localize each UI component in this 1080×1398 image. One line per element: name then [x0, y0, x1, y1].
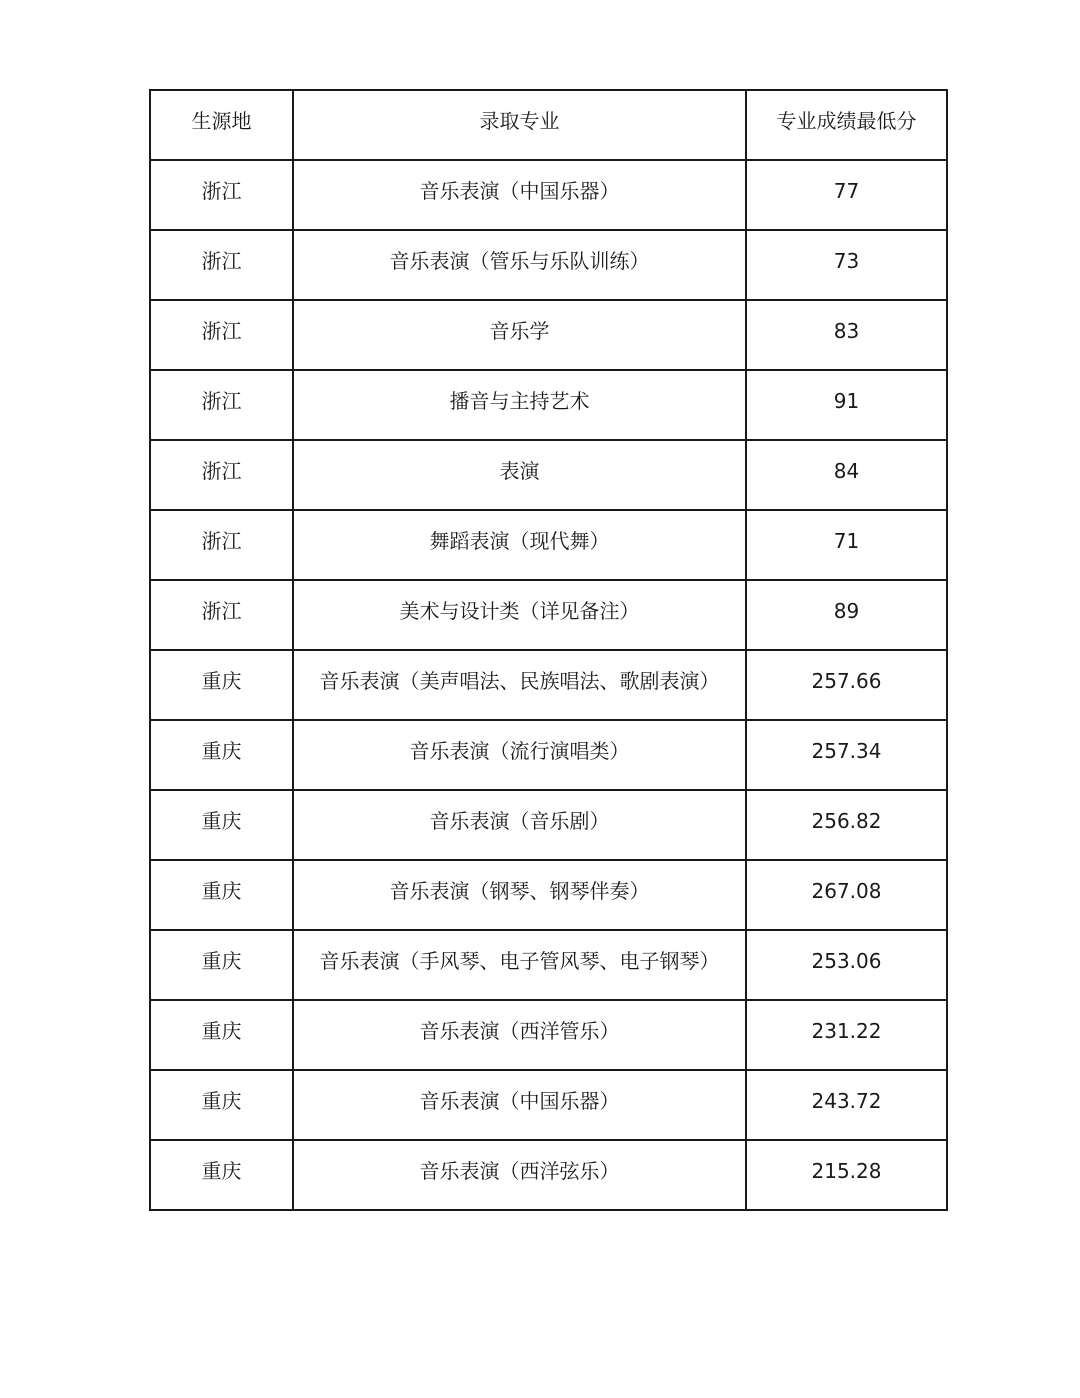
table-row: [150, 1000, 947, 1070]
table-row: [150, 510, 947, 580]
cell-origin: 重庆: [150, 1000, 293, 1070]
cell-major: 音乐表演（西洋管乐）: [293, 1000, 746, 1070]
table-row: [150, 300, 947, 370]
cell-origin: 重庆: [150, 720, 293, 790]
cell-major: 音乐表演（中国乐器）: [293, 160, 746, 230]
header-min-score: 专业成绩最低分: [746, 90, 947, 160]
cell-min-score: 257.66: [746, 650, 947, 720]
cell-min-score: 91: [746, 370, 947, 440]
cell-major: 美术与设计类（详见备注）: [293, 580, 746, 650]
table-row: [150, 440, 947, 510]
cell-origin: 重庆: [150, 1140, 293, 1210]
cell-major: 音乐表演（钢琴、钢琴伴奏）: [293, 860, 746, 930]
header-major: 录取专业: [293, 90, 746, 160]
cell-major: 音乐表演（音乐剧）: [293, 790, 746, 860]
cell-major: 舞蹈表演（现代舞）: [293, 510, 746, 580]
cell-origin: 浙江: [150, 510, 293, 580]
table-row: [150, 580, 947, 650]
admission-score-table: [149, 89, 948, 1211]
cell-major: 音乐表演（中国乐器）: [293, 1070, 746, 1140]
cell-min-score: 77: [746, 160, 947, 230]
table-row: [150, 1140, 947, 1210]
cell-origin: 浙江: [150, 440, 293, 510]
table-row: [150, 1070, 947, 1140]
cell-major: 音乐学: [293, 300, 746, 370]
cell-min-score: 256.82: [746, 790, 947, 860]
cell-major: 音乐表演（美声唱法、民族唱法、歌剧表演）: [293, 650, 746, 720]
cell-origin: 浙江: [150, 370, 293, 440]
cell-min-score: 71: [746, 510, 947, 580]
table-row: [150, 720, 947, 790]
cell-origin: 浙江: [150, 580, 293, 650]
cell-origin: 浙江: [150, 300, 293, 370]
cell-origin: 重庆: [150, 650, 293, 720]
cell-min-score: 89: [746, 580, 947, 650]
table-header-row: [150, 90, 947, 160]
cell-min-score: 243.72: [746, 1070, 947, 1140]
table-row: [150, 370, 947, 440]
cell-major: 表演: [293, 440, 746, 510]
cell-min-score: 257.34: [746, 720, 947, 790]
cell-major: 音乐表演（西洋弦乐）: [293, 1140, 746, 1210]
cell-major: 音乐表演（管乐与乐队训练）: [293, 230, 746, 300]
cell-origin: 浙江: [150, 160, 293, 230]
table-row: [150, 650, 947, 720]
cell-origin: 浙江: [150, 230, 293, 300]
cell-origin: 重庆: [150, 860, 293, 930]
cell-major: 播音与主持艺术: [293, 370, 746, 440]
table-row: [150, 230, 947, 300]
table-row: [150, 930, 947, 1000]
cell-min-score: 83: [746, 300, 947, 370]
cell-major: 音乐表演（手风琴、电子管风琴、电子钢琴）: [293, 930, 746, 1000]
cell-min-score: 267.08: [746, 860, 947, 930]
cell-min-score: 231.22: [746, 1000, 947, 1070]
table-row: [150, 160, 947, 230]
cell-min-score: 215.28: [746, 1140, 947, 1210]
cell-origin: 重庆: [150, 790, 293, 860]
cell-origin: 重庆: [150, 930, 293, 1000]
cell-origin: 重庆: [150, 1070, 293, 1140]
cell-min-score: 253.06: [746, 930, 947, 1000]
cell-major: 音乐表演（流行演唱类）: [293, 720, 746, 790]
header-origin: 生源地: [150, 90, 293, 160]
table-row: [150, 860, 947, 930]
cell-min-score: 84: [746, 440, 947, 510]
cell-min-score: 73: [746, 230, 947, 300]
table-row: [150, 790, 947, 860]
